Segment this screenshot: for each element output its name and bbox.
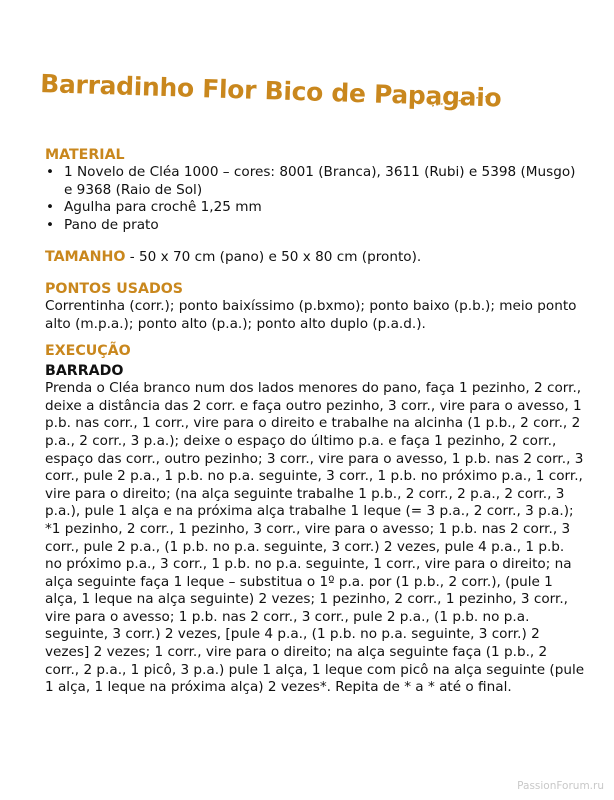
execucao-heading: EXECUÇÃO: [45, 343, 131, 360]
tamanho-heading: TAMANHO: [45, 249, 126, 266]
material-heading: MATERIAL: [45, 147, 125, 163]
execucao-text: Prenda o Cléa branco num dos lados menores do pano, faça 1 pezinho, 2 corr., deixe a distância das 2 corr. e faça outro pezinho, 3 corr., vire para o avesso, 1 p.b. nas corr., 1 corr., vire para o direito e trabalhe na alcinha (1 p.b., 2 corr., 2 p.a., 2 corr., 3 p.a.); deixe o espaço do último p.a. e faça 1 pezinho, 2 corr., espaço das corr., outro pezinho; 3 corr., vire para o avesso, 1 p.b. nas 2 corr., 3 corr., pule 2 p.a., 1 p.b. no p.a. seguinte, 3 corr., 1 p.b. no próximo p.a., 1 corr., vire para o direito; (na alça seguinte trabalhe 1 p.b., 2 corr., 2 p.a., 2 corr., 3 p.a.), pule 1 alça e na próxima alça trabalhe 1 leque (= 3 p.a., 2 corr., 3 p.a.); *1 pezinho, 2 corr., 1 pezinho, 3 corr., vire para o avesso; 1 p.b. nas 2 corr., 3 corr., pule 2 p.a., (1 p.b. no p.a. seguinte, 3 corr.) 2 vezes, pule 4 p.a., 1 p.b. no próximo p.a., 3 corr., 1 p.b. no p.a. seguinte, 1 corr., vire para o direito; na alça seguinte faça 1 leque – substitua o 1º p.a. por (1 p.b., 2 corr.), (pule 1 alça, 1 leque na alça seguinte) 2 vezes; 1 pezinho, 2 corr., 1 pezinho, 3 corr., vire para o avesso; 1 p.b. nas 2 corr., 3 corr., pule 2 p.a., (1 p.b. no p.a. seguinte, 3 corr.) 2 vezes, [pule 4 p.a., (1 p.b. no p.a. seguinte, 3 corr.) 2 vezes] 2 vezes; 1 corr., vire para o direito; na alça seguinte faça (1 p.b., 2 corr., 2 p.a., 1 picô, 3 p.a.) pule 1 alça, 1 leque com picô na alça seguinte (pule 1 alça, 1 leque na próxima alça) 2 vezes*. Repita de * a * até o final.: [45, 380, 585, 696]
tamanho-paragraph: [45, 249, 585, 267]
material-list: [45, 164, 585, 234]
page-title-area: [40, 62, 510, 122]
document-body: [45, 146, 585, 697]
pontos-text: Correntinha (corr.); ponto baixíssimo (p.bxmo); ponto baixo (p.b.); meio ponto alto (m.p.a.); ponto alto (p.a.); ponto alto duplo (p.a.d.).: [45, 297, 577, 332]
material-item: • 1 Novelo de Cléa 1000 – cores: 8001 (Branca), 3611 (Rubi) e 5398 (Musgo) e 9368 (Raio de Sol): [45, 164, 585, 199]
page-title-graphic: [40, 62, 510, 122]
watermark: PassionForum.ru: [517, 780, 604, 792]
barrado-subheading: BARRADO: [45, 363, 124, 380]
material-item: • Pano de prato: [45, 217, 585, 235]
tamanho-text: - 50 x 70 cm (pano) e 50 x 80 cm (pronto).: [125, 249, 422, 266]
page-title: Barradinho Flor Bico de Papagaio: [39, 69, 502, 113]
material-item: • Agulha para crochê 1,25 mm: [45, 199, 585, 217]
pontos-heading: PONTOS USADOS: [45, 280, 184, 297]
